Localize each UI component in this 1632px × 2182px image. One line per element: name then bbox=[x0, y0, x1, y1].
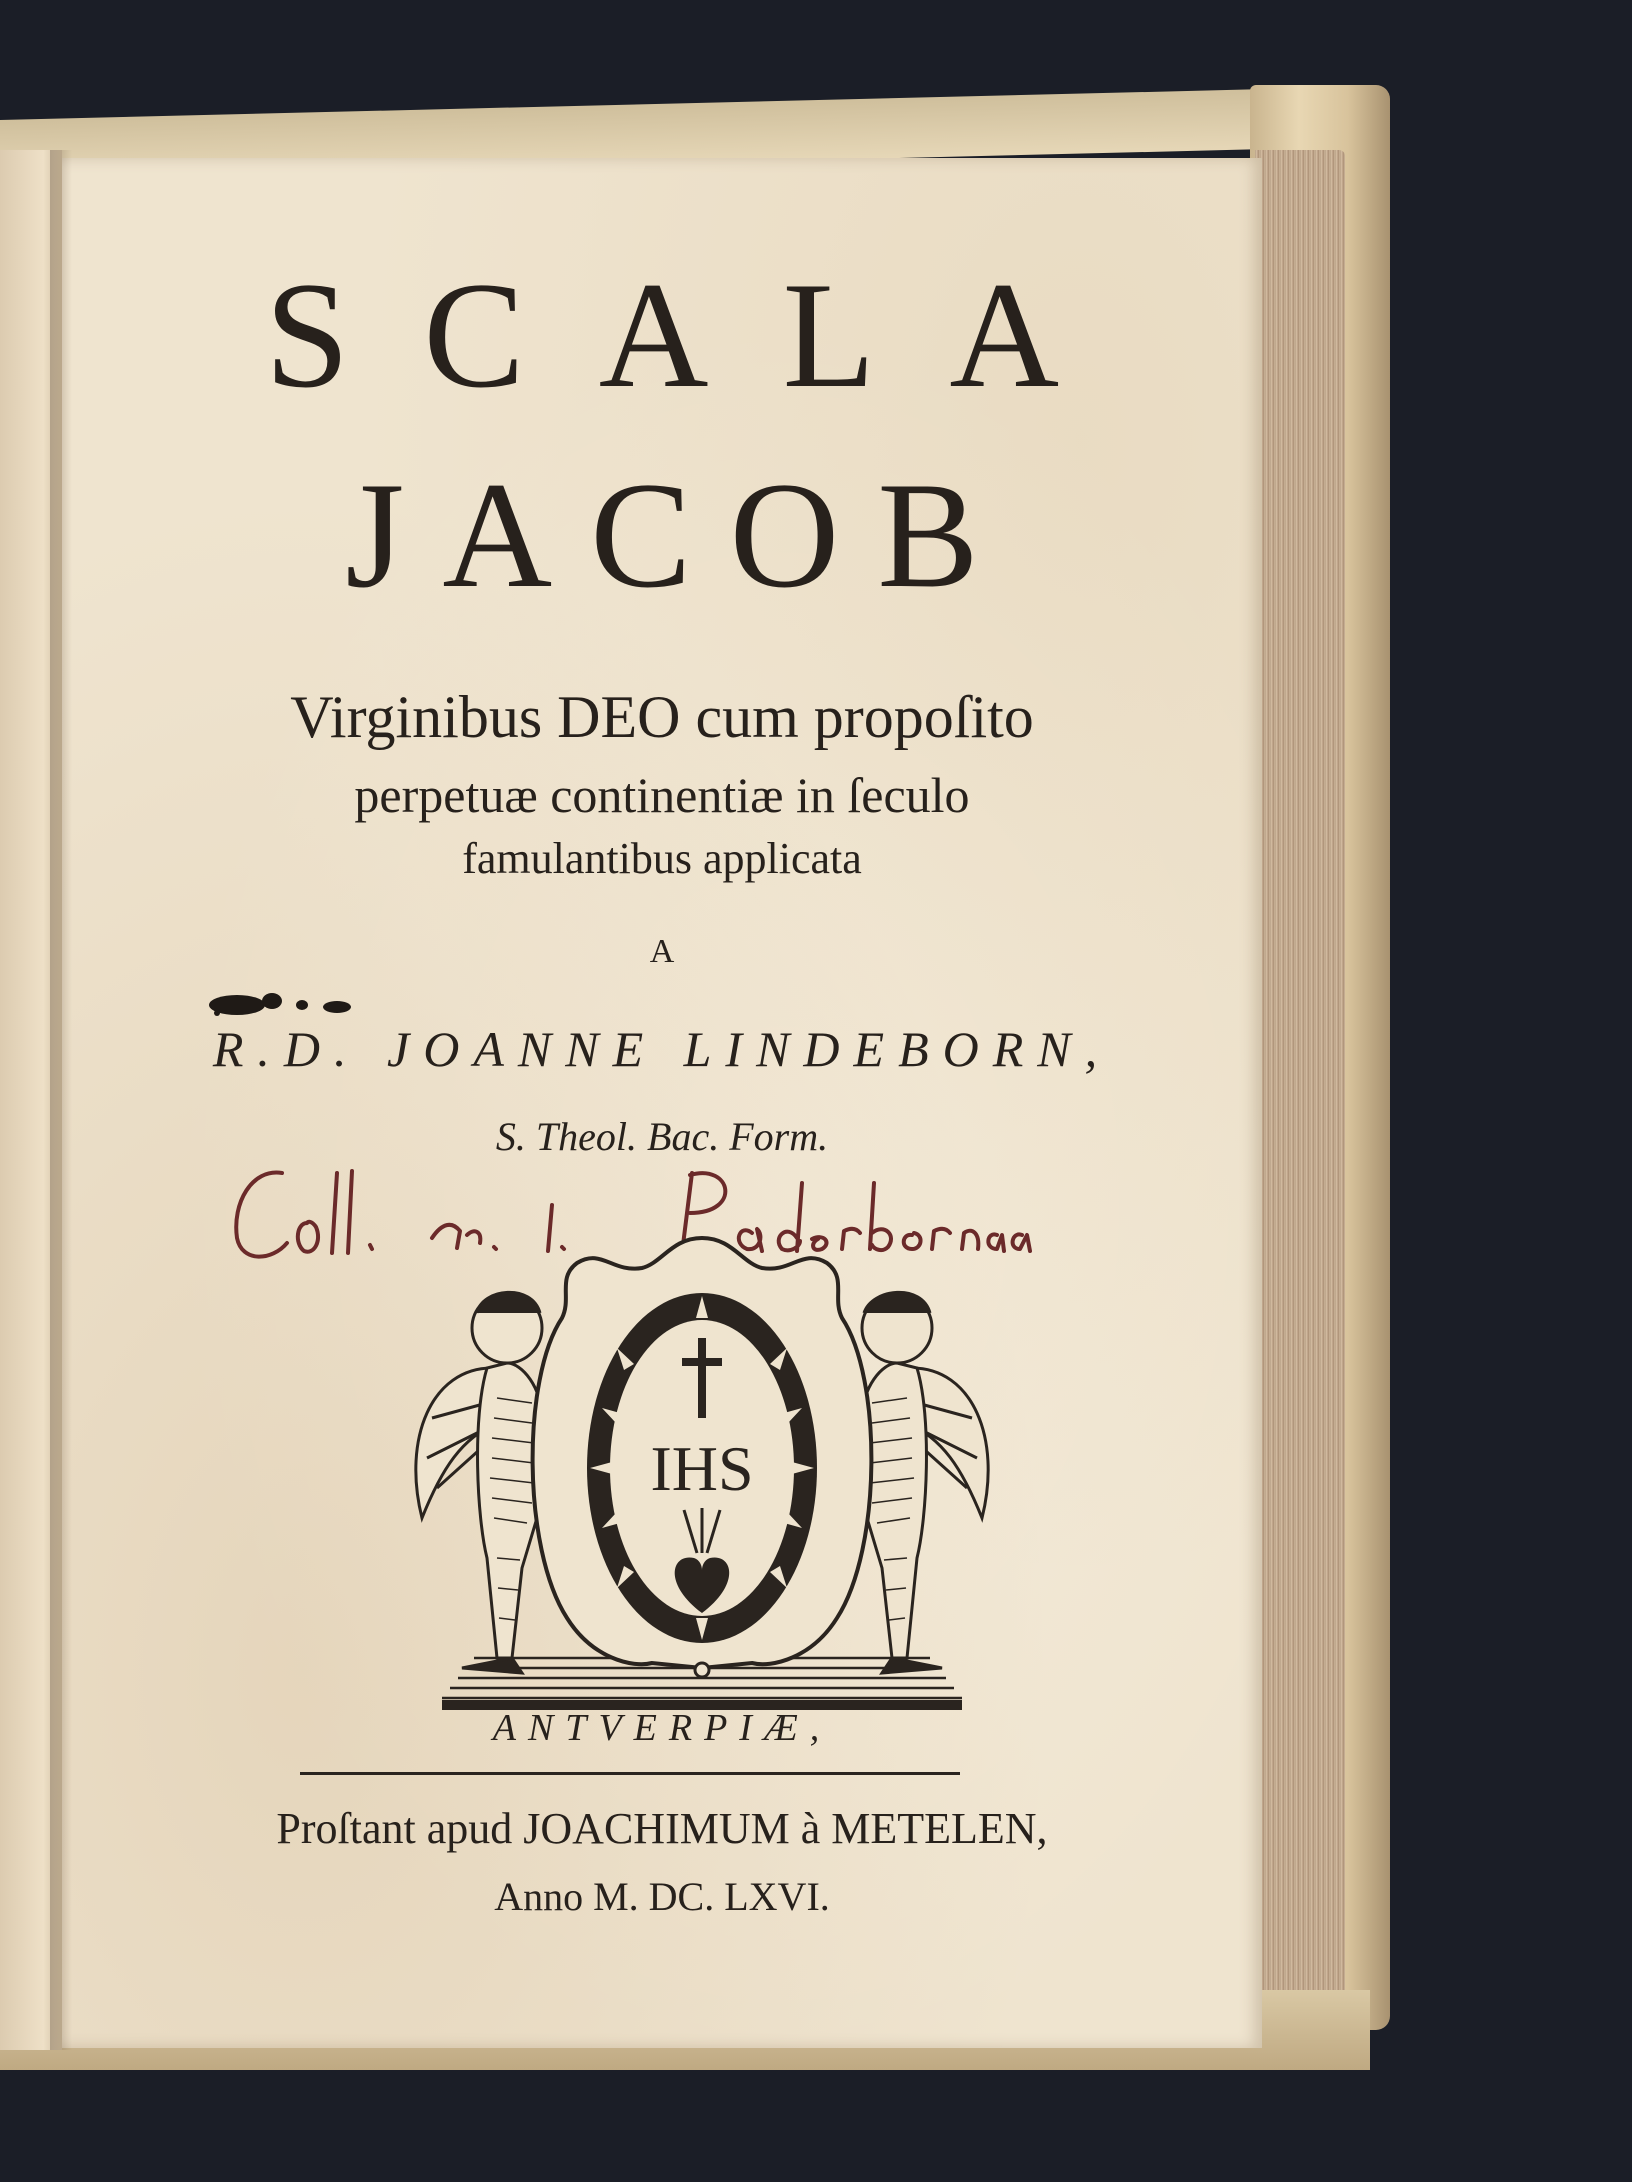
title-page bbox=[62, 158, 1262, 2048]
title-line-1: SCALA bbox=[264, 251, 1134, 419]
ihs-emblem-woodcut bbox=[402, 1218, 1002, 1718]
emblem-monogram: IHS bbox=[650, 1433, 754, 1504]
by-preposition: A bbox=[649, 933, 675, 970]
imprint-publisher: Proſtant apud JOACHIMUM à METELEN, bbox=[276, 1804, 1048, 1853]
subtitle-line-1: Virginibus DEO cum propoſito bbox=[290, 684, 1034, 750]
divider-rule bbox=[300, 1772, 960, 1775]
subtitle-line-2: perpetuæ continentiæ in ſeculo bbox=[354, 767, 970, 823]
page-edges bbox=[1255, 150, 1345, 2050]
spine-shadow bbox=[50, 150, 72, 2050]
imprint-year: Anno M. DC. LXVI. bbox=[494, 1874, 830, 1919]
title-line-2: JACOB bbox=[345, 451, 1017, 619]
author-degree: S. Theol. Bac. Form. bbox=[495, 1114, 829, 1159]
author-name: R.D. JOANNE LINDEBORN, bbox=[212, 1021, 1112, 1077]
subtitle-line-3: famulantibus applicata bbox=[462, 834, 862, 883]
ink-blot bbox=[197, 983, 367, 1023]
imprint-place: ANTVERPIÆ, bbox=[492, 1707, 832, 1749]
